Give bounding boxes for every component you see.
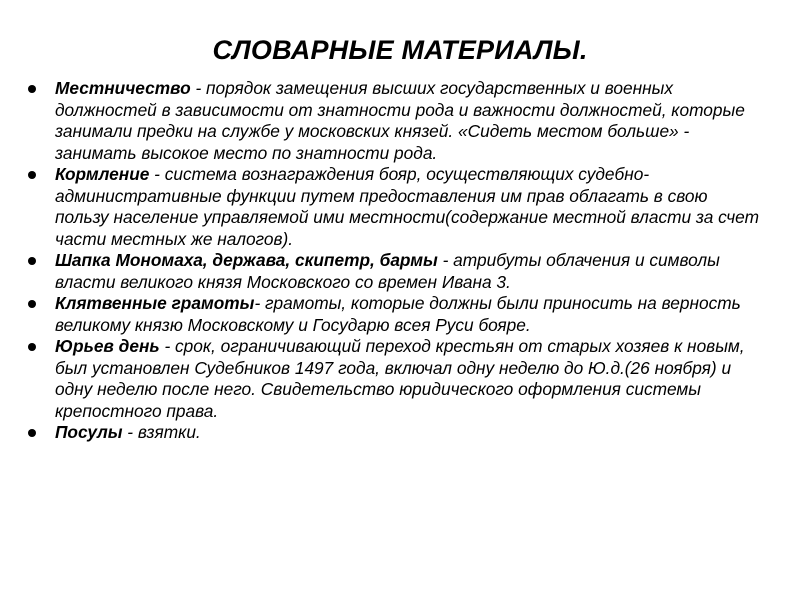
term-item-yuriev-den [24, 336, 764, 422]
bullet-icon [28, 171, 36, 179]
term-definition: - срок, ограничивающий переход крестьян от старых хозяев к новым, был установлен Судебников 1497 года, включал одну неделю до Ю.д.(26 ноября) и одну неделю после него. Свидетельство юридического оформления системы крепостного права. [55, 336, 745, 421]
term-name: Посулы [55, 422, 123, 442]
slide-title: СЛОВАРНЫЕ МАТЕРИАЛЫ. [212, 35, 588, 65]
term-definition: - взятки. [122, 422, 201, 442]
term-name: Юрьев день [55, 336, 160, 356]
term-item-klyatvennye-gramoty [24, 293, 764, 336]
bullet-icon [28, 85, 36, 93]
bullet-icon [28, 300, 36, 308]
bullet-icon [28, 429, 36, 437]
term-item-kormlenie [24, 164, 764, 250]
bullet-icon [28, 343, 36, 351]
term-name: Кормление [55, 164, 150, 184]
term-definition: - грамоты, которые должны были приносить на верность великому князю Московскому и Государю всея Руси бояре. [55, 293, 741, 335]
terms-list [24, 78, 764, 444]
term-item-regalia [24, 250, 764, 293]
term-name: Клятвенные грамоты [55, 293, 255, 313]
term-name: Шапка Мономаха, держава, скипетр, бармы [55, 250, 438, 270]
term-name: Местничество [55, 78, 191, 98]
term-item-posuly [24, 422, 764, 444]
term-item-mestnichestvo [24, 78, 764, 164]
term-definition: - порядок замещения высших государственных и военных должностей в зависимости от знатности рода и важности должностей, которые занимали предки на службе у московских князей. «Сидеть местом больше» - занимать высокое место по знатности рода. [55, 78, 745, 163]
term-definition: - атрибуты облачения и символы власти великого князя Московского со времен Ивана 3. [55, 250, 720, 292]
bullet-icon [28, 257, 36, 265]
term-definition: - система вознаграждения бояр, осуществляющих судебно-административные функции путем предоставления им прав облагать в свою пользу население управляемой ими местности(содержание местной власти за счет части местных же налогов). [55, 164, 759, 249]
